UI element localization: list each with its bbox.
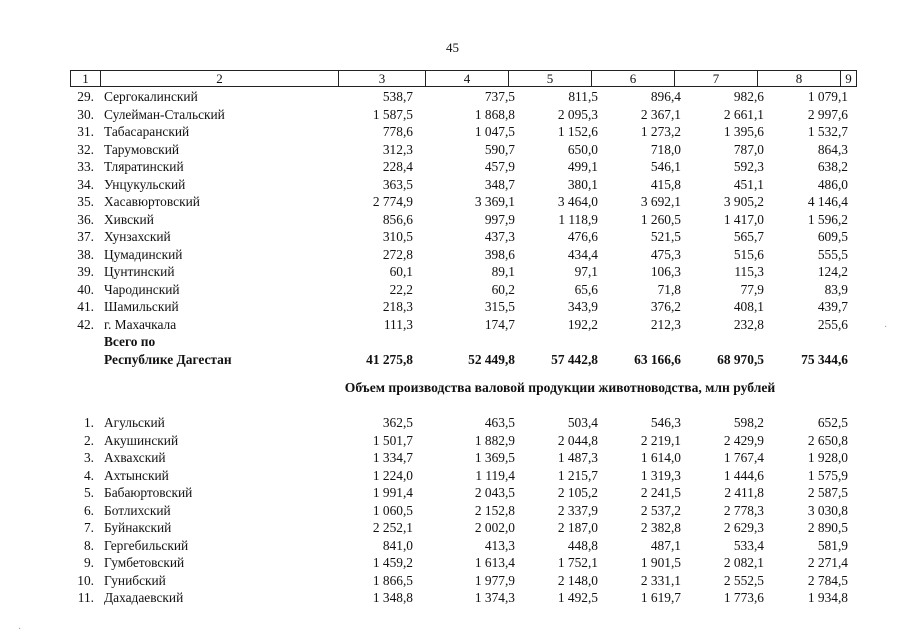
cell-value: 1 928,0 <box>807 450 848 465</box>
cell-value: 2 002,0 <box>474 520 515 535</box>
header-col-8: 8 <box>757 71 840 86</box>
cell-value: 2 552,5 <box>723 572 764 588</box>
cell-value: 2 105,2 <box>557 485 598 500</box>
cell-value: 60,1 <box>389 264 413 279</box>
cell-value: 2 367,1 <box>640 106 681 122</box>
cell-value: 856,6 <box>382 211 413 227</box>
cell-value: 609,5 <box>817 229 848 244</box>
table-row <box>0 158 905 175</box>
table-row <box>0 228 905 245</box>
district-name: Гунибский <box>104 572 166 588</box>
cell-value: 486,0 <box>817 176 848 192</box>
cell-value: 398,6 <box>484 246 515 262</box>
district-name: Тляратинский <box>104 159 184 174</box>
cell-value: 457,9 <box>484 159 515 174</box>
cell-value: 2 252,1 <box>372 520 413 535</box>
cell-value: 4 146,4 <box>807 194 848 209</box>
cell-value: 997,9 <box>484 211 515 227</box>
cell-value: 1 934,8 <box>807 590 848 605</box>
cell-value: 1 868,8 <box>474 106 515 122</box>
row-number: 41. <box>77 299 94 314</box>
cell-value: 315,5 <box>484 299 515 314</box>
cell-value: 2 429,9 <box>723 432 764 448</box>
cell-value: 1 459,2 <box>372 555 413 570</box>
cell-value: 174,7 <box>484 316 515 332</box>
cell-value: 2 331,1 <box>640 572 681 588</box>
cell-value: 212,3 <box>650 316 681 332</box>
cell-value: 380,1 <box>567 176 598 192</box>
cell-value: 2 271,4 <box>807 555 848 570</box>
cell-value: 1 260,5 <box>640 211 681 227</box>
cell-value: 2 241,5 <box>640 485 681 500</box>
row-number: 2. <box>83 432 94 448</box>
cell-value: 555,5 <box>817 246 848 262</box>
district-name: Ботлихский <box>104 502 171 518</box>
cell-value: 2 219,1 <box>640 432 681 448</box>
cell-value: 451,1 <box>733 176 764 192</box>
cell-value: 3 692,1 <box>640 194 681 209</box>
district-name: г. Махачкала <box>104 316 177 332</box>
district-name: Буйнакский <box>104 520 172 535</box>
cell-value: 896,4 <box>650 89 681 104</box>
header-col-4: 4 <box>425 71 508 86</box>
cell-value: 2 629,3 <box>723 520 764 535</box>
total-value: 75 344,6 <box>801 351 848 367</box>
cell-value: 463,5 <box>484 415 515 430</box>
cell-value: 841,0 <box>382 537 413 553</box>
cell-value: 538,7 <box>382 89 413 104</box>
scan-speck: · <box>18 624 22 635</box>
cell-value: 124,2 <box>817 264 848 279</box>
cell-value: 1 614,0 <box>640 450 681 465</box>
cell-value: 232,8 <box>733 316 764 332</box>
cell-value: 362,5 <box>382 415 413 430</box>
cell-value: 1 575,9 <box>807 467 848 483</box>
page-number: 45 <box>446 40 459 55</box>
row-number: 35. <box>77 194 94 209</box>
header-col-6: 6 <box>591 71 674 86</box>
row-number: 36. <box>77 211 94 227</box>
cell-value: 65,6 <box>574 281 598 297</box>
cell-value: 1 587,5 <box>372 106 413 122</box>
cell-value: 1 767,4 <box>723 450 764 465</box>
row-number: 38. <box>77 246 94 262</box>
cell-value: 3 464,0 <box>557 194 598 209</box>
district-name: Гергебильский <box>104 537 189 553</box>
table-row <box>0 502 905 519</box>
cell-value: 408,1 <box>733 299 764 314</box>
cell-value: 2 890,5 <box>807 520 848 535</box>
cell-value: 1 444,6 <box>723 467 764 483</box>
cell-value: 2 095,3 <box>557 106 598 122</box>
row-number: 4. <box>83 467 94 483</box>
cell-value: 515,6 <box>733 246 764 262</box>
cell-value: 2 784,5 <box>807 572 848 588</box>
total-value: 68 970,5 <box>717 351 764 367</box>
table-row <box>0 484 905 501</box>
cell-value: 310,5 <box>382 229 413 244</box>
cell-value: 2 778,3 <box>723 502 764 518</box>
cell-value: 503,4 <box>567 415 598 430</box>
cell-value: 521,5 <box>650 229 681 244</box>
district-name: Табасаранский <box>104 124 190 139</box>
cell-value: 218,3 <box>382 299 413 314</box>
table-row <box>0 141 905 158</box>
table-row <box>0 589 905 606</box>
header-col-3: 3 <box>338 71 425 86</box>
cell-value: 1 501,7 <box>372 432 413 448</box>
cell-value: 1 773,6 <box>723 590 764 605</box>
row-number: 29. <box>77 89 94 104</box>
table-row <box>0 211 905 228</box>
header-col-5: 5 <box>508 71 591 86</box>
cell-value: 437,3 <box>484 229 515 244</box>
district-name: Бабаюртовский <box>104 485 193 500</box>
row-number: 7. <box>83 520 94 535</box>
table-row <box>0 281 905 298</box>
cell-value: 1 487,3 <box>557 450 598 465</box>
row-number: 42. <box>77 316 94 332</box>
cell-value: 2 187,0 <box>557 520 598 535</box>
cell-value: 811,5 <box>568 89 598 104</box>
cell-value: 255,6 <box>817 316 848 332</box>
header-col-7: 7 <box>674 71 757 86</box>
cell-value: 192,2 <box>567 316 598 332</box>
table-row <box>0 449 905 466</box>
district-name: Чародинский <box>104 281 180 297</box>
district-name: Акушинский <box>104 432 179 448</box>
section-title: Объем производства валовой продукции животноводства, млн рублей <box>344 380 776 395</box>
table-row <box>0 572 905 589</box>
total-value: 52 449,8 <box>468 351 515 367</box>
cell-value: 2 043,5 <box>474 485 515 500</box>
cell-value: 2 411,8 <box>724 485 764 500</box>
cell-value: 778,6 <box>382 124 413 139</box>
table-header-row <box>70 70 857 87</box>
cell-value: 228,4 <box>382 159 413 174</box>
cell-value: 718,0 <box>650 141 681 157</box>
cell-value: 1 977,9 <box>474 572 515 588</box>
row-number: 5. <box>83 485 94 500</box>
cell-value: 2 382,8 <box>640 520 681 535</box>
cell-value: 434,4 <box>567 246 598 262</box>
cell-value: 499,1 <box>567 159 598 174</box>
cell-value: 487,1 <box>650 537 681 553</box>
cell-value: 638,2 <box>817 159 848 174</box>
row-number: 6. <box>83 502 94 518</box>
district-name: Ахтынский <box>104 467 169 483</box>
cell-value: 2 587,5 <box>807 485 848 500</box>
row-number: 11. <box>77 590 94 605</box>
cell-value: 737,5 <box>484 89 515 104</box>
cell-value: 546,1 <box>650 159 681 174</box>
cell-value: 2 661,1 <box>723 106 764 122</box>
cell-value: 1 224,0 <box>372 467 413 483</box>
cell-value: 546,3 <box>650 415 681 430</box>
table-row <box>0 106 905 123</box>
cell-value: 1 596,2 <box>807 211 848 227</box>
scan-speck: · <box>884 322 888 333</box>
total-value: 41 275,8 <box>366 351 413 367</box>
cell-value: 415,8 <box>650 176 681 192</box>
row-number: 8. <box>83 537 94 553</box>
cell-value: 2 082,1 <box>723 555 764 570</box>
cell-value: 1 273,2 <box>640 124 681 139</box>
cell-value: 1 991,4 <box>372 485 413 500</box>
district-name: Дахадаевский <box>104 590 184 605</box>
cell-value: 448,8 <box>567 537 598 553</box>
header-col-9: 9 <box>840 71 856 86</box>
cell-value: 864,3 <box>817 141 848 157</box>
cell-value: 89,1 <box>491 264 515 279</box>
district-name: Цумадинский <box>104 246 183 262</box>
cell-value: 533,4 <box>733 537 764 553</box>
cell-value: 1 079,1 <box>807 89 848 104</box>
cell-value: 77,9 <box>740 281 764 297</box>
cell-value: 1 334,7 <box>372 450 413 465</box>
cell-value: 1 532,7 <box>807 124 848 139</box>
total-label-line1: Всего по <box>104 334 156 349</box>
cell-value: 475,3 <box>650 246 681 262</box>
cell-value: 97,1 <box>574 264 598 279</box>
cell-value: 3 030,8 <box>807 502 848 518</box>
cell-value: 1 901,5 <box>640 555 681 570</box>
cell-value: 1 319,3 <box>640 467 681 483</box>
district-name: Агульский <box>104 415 165 430</box>
table-row <box>0 263 905 280</box>
cell-value: 83,9 <box>824 281 848 297</box>
cell-value: 115,3 <box>734 264 764 279</box>
cell-value: 1 060,5 <box>372 502 413 518</box>
cell-value: 1 215,7 <box>557 467 598 483</box>
cell-value: 1 369,5 <box>474 450 515 465</box>
row-number: 30. <box>77 106 94 122</box>
district-name: Гумбетовский <box>104 555 185 570</box>
district-name: Хунзахский <box>104 229 171 244</box>
cell-value: 565,7 <box>733 229 764 244</box>
district-name: Тарумовский <box>104 141 180 157</box>
cell-value: 1 348,8 <box>372 590 413 605</box>
district-name: Хасавюртовский <box>104 194 200 209</box>
row-number: 10. <box>77 572 94 588</box>
cell-value: 1 374,3 <box>474 590 515 605</box>
cell-value: 1 395,6 <box>723 124 764 139</box>
cell-value: 476,6 <box>567 229 598 244</box>
cell-value: 60,2 <box>491 281 515 297</box>
cell-value: 439,7 <box>817 299 848 314</box>
table-row <box>0 88 905 105</box>
total-label-line2: Республике Дагестан <box>104 351 232 367</box>
district-name: Сергокалинский <box>104 89 198 104</box>
table-row <box>0 519 905 536</box>
district-name: Хивский <box>104 211 154 227</box>
cell-value: 2 044,8 <box>557 432 598 448</box>
cell-value: 2 997,6 <box>807 106 848 122</box>
cell-value: 376,2 <box>650 299 681 314</box>
header-col-1: 1 <box>82 71 89 86</box>
cell-value: 590,7 <box>484 141 515 157</box>
cell-value: 1 119,4 <box>475 467 515 483</box>
row-number: 39. <box>77 264 94 279</box>
cell-value: 2 337,9 <box>557 502 598 518</box>
table-row <box>0 316 905 333</box>
table-row <box>0 246 905 263</box>
district-name: Сулейман-Стальский <box>104 106 225 122</box>
cell-value: 312,3 <box>382 141 413 157</box>
row-number: 3. <box>83 450 94 465</box>
cell-value: 111,3 <box>383 316 413 332</box>
cell-value: 1 613,4 <box>474 555 515 570</box>
row-number: 34. <box>77 176 94 192</box>
row-number: 9. <box>83 555 94 570</box>
table-row <box>0 298 905 315</box>
cell-value: 348,7 <box>484 176 515 192</box>
row-number: 1. <box>83 415 94 430</box>
cell-value: 581,9 <box>817 537 848 553</box>
header-col-2: 2 <box>100 71 338 86</box>
cell-value: 22,2 <box>389 281 413 297</box>
cell-value: 2 148,0 <box>557 572 598 588</box>
cell-value: 1 492,5 <box>557 590 598 605</box>
row-number: 40. <box>77 281 94 297</box>
table-row <box>0 193 905 210</box>
cell-value: 982,6 <box>733 89 764 104</box>
cell-value: 1 619,7 <box>640 590 681 605</box>
cell-value: 3 369,1 <box>474 194 515 209</box>
cell-value: 2 650,8 <box>807 432 848 448</box>
cell-value: 787,0 <box>733 141 764 157</box>
cell-value: 1 047,5 <box>474 124 515 139</box>
cell-value: 2 152,8 <box>474 502 515 518</box>
table-row <box>0 176 905 193</box>
row-number: 37. <box>77 229 94 244</box>
total-value: 57 442,8 <box>551 351 598 367</box>
table-row <box>0 414 905 431</box>
cell-value: 1 882,9 <box>474 432 515 448</box>
row-number: 31. <box>77 124 94 139</box>
table-row <box>0 467 905 484</box>
cell-value: 598,2 <box>733 415 764 430</box>
cell-value: 272,8 <box>382 246 413 262</box>
cell-value: 592,3 <box>733 159 764 174</box>
total-row <box>0 351 905 368</box>
cell-value: 1 152,6 <box>557 124 598 139</box>
table-row <box>0 432 905 449</box>
district-name: Ахвахский <box>104 450 166 465</box>
row-number: 33. <box>77 159 94 174</box>
cell-value: 106,3 <box>650 264 681 279</box>
cell-value: 3 905,2 <box>723 194 764 209</box>
cell-value: 2 774,9 <box>372 194 413 209</box>
row-number: 32. <box>77 141 94 157</box>
table-row <box>0 123 905 140</box>
cell-value: 71,8 <box>657 281 681 297</box>
cell-value: 363,5 <box>382 176 413 192</box>
table-row <box>0 537 905 554</box>
cell-value: 652,5 <box>817 415 848 430</box>
cell-value: 2 537,2 <box>640 502 681 518</box>
cell-value: 650,0 <box>567 141 598 157</box>
district-name: Унцукульский <box>104 176 186 192</box>
cell-value: 343,9 <box>567 299 598 314</box>
cell-value: 1 118,9 <box>558 211 598 227</box>
cell-value: 1 866,5 <box>372 572 413 588</box>
district-name: Цунтинский <box>104 264 175 279</box>
cell-value: 1 752,1 <box>557 555 598 570</box>
total-value: 63 166,6 <box>634 351 681 367</box>
table-row <box>0 554 905 571</box>
cell-value: 1 417,0 <box>723 211 764 227</box>
total-label-row <box>0 333 905 350</box>
district-name: Шамильский <box>104 299 179 314</box>
cell-value: 413,3 <box>484 537 515 553</box>
